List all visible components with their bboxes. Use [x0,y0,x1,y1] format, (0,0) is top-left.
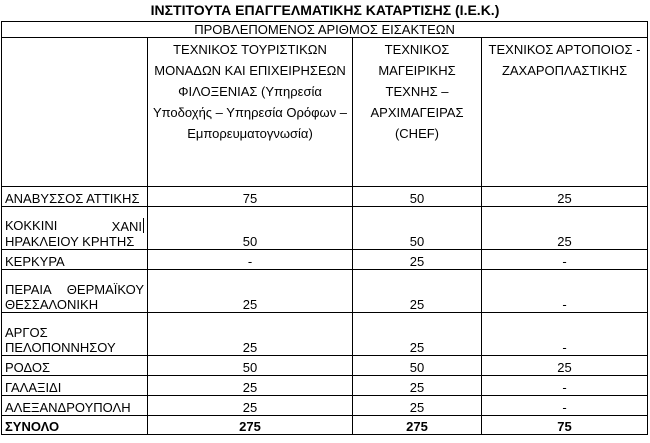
value-cell: - [482,396,648,416]
table-subheader: ΠΡΟΒΛΕΠΟΜΕΝΟΣ ΑΡΙΘΜΟΣ ΕΙΣΑΚΤΕΩΝ [2,22,648,38]
admissions-table [1,21,648,435]
value-cell: - [482,376,648,396]
region-cell [2,270,148,313]
total-label: ΣΥΝΟΛΟ [2,416,148,435]
total-value: 75 [482,416,648,435]
region-cell: ΑΛΕΞΑΝΔΡΟΥΠΟΛΗ [2,396,148,416]
table-row [2,313,648,356]
text-cursor [143,218,144,233]
region-cell: ΓΑΛΑΞΙΔΙ [2,376,148,396]
region-word: ΚΟΚΚΙΝΙ [5,218,58,233]
region-word: ΧΑΝΙ [111,219,142,234]
region-word: ΘΕΡΜΑΪΚΟΥ [66,282,144,297]
value-cell: 25 [353,376,482,396]
total-value: 275 [148,416,353,435]
table-row [2,207,648,250]
value-cell: - [482,250,648,270]
table-row [2,356,648,376]
region-line [5,218,144,234]
value-cell: 25 [353,250,482,270]
value-cell: 25 [482,356,648,376]
column-header-bakery: ΤΕΧΝΙΚΟΣ ΑΡΤΟΠΟΙΟΣ - ΖΑΧΑΡΟΠΛΑΣΤΙΚΗΣ [482,38,648,187]
region-line: ΗΡΑΚΛΕΙΟΥ ΚΡΗΤΗΣ [5,234,135,249]
column-header-row [2,38,648,187]
total-row [2,416,648,435]
region-line: ΘΕΣΣΑΛΟΝΙΚΗ [5,297,99,312]
value-cell: 50 [353,187,482,207]
value-cell: 25 [482,207,648,250]
region-column-header [2,38,148,187]
region-cell: ΑΝΑΒΥΣΣΟΣ ΑΤΤΙΚΗΣ [2,187,148,207]
region-cell: ΚΕΡΚΥΡΑ [2,250,148,270]
table-row [2,250,648,270]
region-line: ΠΕΛΟΠΟΝΝΗΣΟΥ [5,340,116,355]
value-cell: 50 [148,356,353,376]
value-cell: 50 [353,207,482,250]
region-cell: ΡΟΔΟΣ [2,356,148,376]
table-row [2,187,648,207]
region-line [5,282,144,297]
value-cell: 25 [148,376,353,396]
value-cell: 25 [353,313,482,356]
table-row [2,270,648,313]
region-line: ΑΡΓΟΣ [5,325,48,340]
column-header-tourism: ΤΕΧΝΙΚΟΣ ΤΟΥΡΙΣΤΙΚΩΝ ΜΟΝΑΔΩΝ ΚΑΙ ΕΠΙΧΕΙΡΗΣΕΩΝ ΦΙΛΟΞΕΝΙΑΣ (Υπηρεσία Υποδοχής – Υπηρεσία Ορόφων – Εμπορευματογνωσία) [148,38,353,187]
value-cell: 25 [353,396,482,416]
value-cell: 25 [148,270,353,313]
value-cell: 25 [148,313,353,356]
value-cell: 50 [148,207,353,250]
column-header-chef: ΤΕΧΝΙΚΟΣ ΜΑΓΕΙΡΙΚΗΣ ΤΕΧΝΗΣ – ΑΡΧΙΜΑΓΕΙΡΑΣ (CHEF) [353,38,482,187]
value-cell: - [148,250,353,270]
table-subheader-row [2,22,648,38]
value-cell: - [482,313,648,356]
table-row [2,396,648,416]
region-word-with-cursor [112,218,144,234]
total-value: 275 [353,416,482,435]
value-cell: 75 [148,187,353,207]
value-cell: 25 [353,270,482,313]
region-cell [2,207,148,250]
region-word: ΠΕΡΑΙΑ [5,282,52,297]
document-title: ΙΝΣΤΙΤΟΥΤΑ ΕΠΑΓΓΕΛΜΑΤΙΚΗΣ ΚΑΤΑΡΤΙΣΗΣ (Ι.Ε.Κ.) [150,2,500,18]
table-row [2,376,648,396]
value-cell: - [482,270,648,313]
region-cell [2,313,148,356]
value-cell: 25 [482,187,648,207]
value-cell: 25 [148,396,353,416]
value-cell: 50 [353,356,482,376]
